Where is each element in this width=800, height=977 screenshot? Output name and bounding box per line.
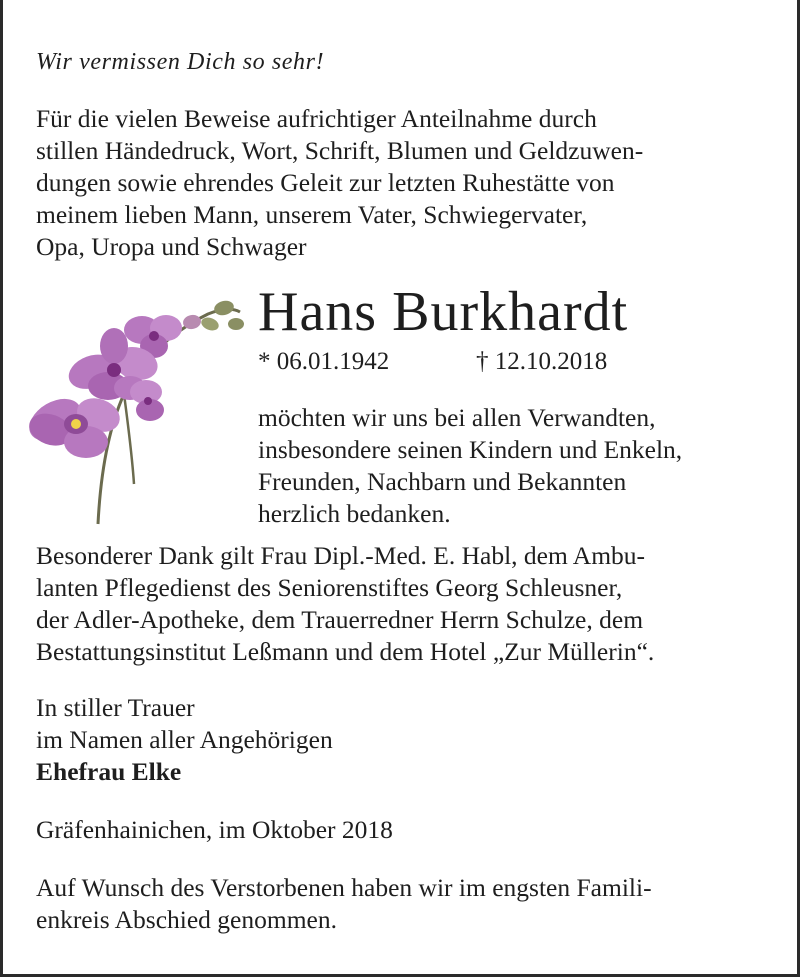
intro-line: meinem lieben Mann, unserem Vater, Schwiegervater,	[36, 200, 588, 229]
thanks-line: herzlich bedanken.	[258, 499, 451, 528]
thanks-line: möchten wir uns bei allen Verwandten,	[258, 403, 656, 432]
closing-line: Auf Wunsch des Verstorbenen haben wir im engsten Famili-	[36, 873, 652, 902]
intro-line: Opa, Uropa und Schwager	[36, 232, 307, 261]
motto: Wir vermissen Dich so sehr!	[36, 49, 325, 75]
thanks-line: Freunden, Nachbarn und Bekannten	[258, 467, 627, 496]
thanks-line: insbesondere seinen Kindern und Enkeln,	[258, 435, 683, 464]
closing-line: enkreis Abschied genommen.	[36, 905, 337, 934]
life-dates	[258, 346, 608, 378]
signer: Ehefrau Elke	[36, 757, 182, 786]
intro-line: dungen sowie ehrendes Geleit zur letzten Ruhestätte von	[36, 168, 615, 197]
special-thanks-line: Bestattungsinstitut Leßmann und dem Hotel „Zur Müllerin“.	[36, 637, 655, 666]
mourning-line: im Namen aller Angehörigen	[36, 725, 333, 754]
place-date: Gräfenhainichen, im Oktober 2018	[36, 815, 393, 844]
birth-date: * 06.01.1942	[258, 348, 390, 375]
intro-line: Für die vielen Beweise aufrichtiger Anteilnahme durch	[36, 104, 597, 133]
orchid-image	[28, 284, 244, 526]
intro-line: stillen Händedruck, Wort, Schrift, Blumen und Geldzuwen-	[36, 136, 644, 165]
special-thanks-line: Besonderer Dank gilt Frau Dipl.-Med. E. Habl, dem Ambu-	[36, 541, 646, 570]
special-thanks-line: der Adler-Apotheke, dem Trauerredner Herrn Schulze, dem	[36, 605, 644, 634]
mourning-line: In stiller Trauer	[36, 693, 195, 722]
death-date: † 12.10.2018	[476, 348, 608, 375]
special-thanks-line: lanten Pflegedienst des Seniorenstiftes Georg Schleusner,	[36, 573, 623, 602]
deceased-name: Hans Burkhardt	[258, 281, 629, 343]
